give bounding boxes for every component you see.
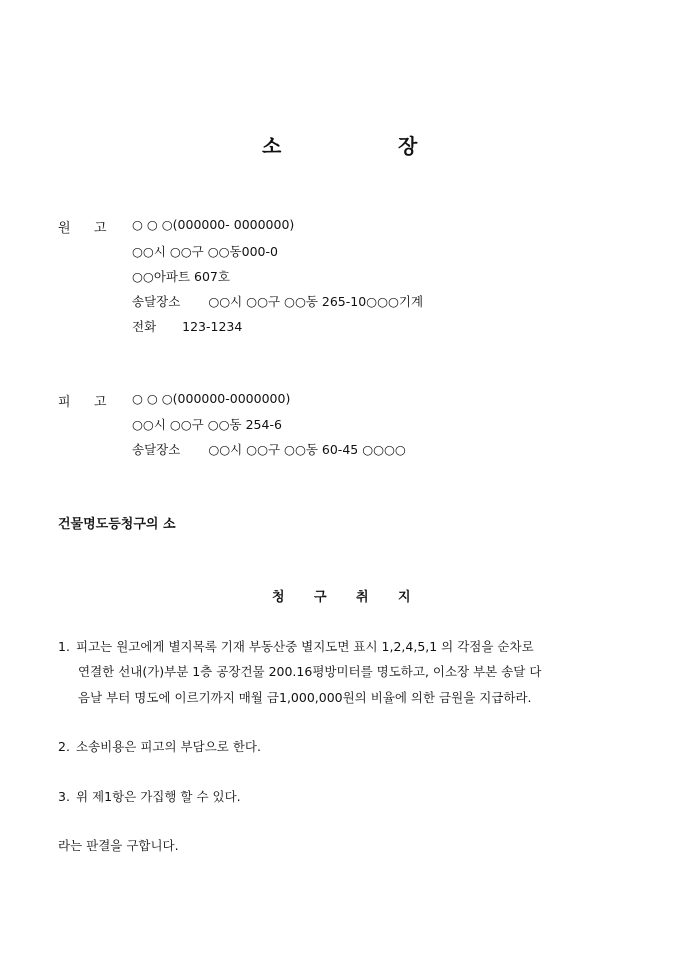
claim-number: 1. [58, 639, 70, 654]
plaintiff-phone-line [132, 317, 242, 335]
defendant-service-address-line [132, 440, 406, 458]
claim-heading-char-3: 취 [356, 590, 369, 605]
plaintiff-name: ○ ○ ○(000000- 0000000) [132, 217, 295, 232]
claim-number: 2. [58, 739, 70, 754]
defendant-name: ○ ○ ○(000000-0000000) [132, 391, 291, 406]
plaintiff-label-char-2: 고 [94, 221, 107, 236]
plaintiff-service-address-line [132, 292, 423, 310]
claim-heading-char-2: 구 [314, 590, 327, 605]
plaintiff-phone-label: 전화 [132, 319, 157, 334]
claim-number: 3. [58, 789, 70, 804]
defendant-label-char-2: 고 [94, 395, 107, 410]
claim-heading-char-4: 지 [398, 590, 411, 605]
defendant-service-address: ○○시 ○○구 ○○동 60-45 ○○○○ [208, 442, 406, 457]
document-title [0, 130, 680, 160]
title-char-1: 소 [262, 134, 282, 158]
plaintiff-service-address: ○○시 ○○구 ○○동 265-10○○○기계 [208, 294, 424, 309]
claim-item-1-line-3: 음날 부터 명도에 이르기까지 매월 금1,000,000원의 비율에 의한 금원을 지급하라. [78, 690, 532, 705]
case-name: 건물명도등청구의 소 [58, 517, 176, 532]
title-char-2: 장 [398, 134, 418, 158]
defendant-address-1: ○○시 ○○구 ○○동 254-6 [132, 417, 282, 432]
plaintiff-address-2: ○○아파트 607호 [132, 269, 230, 284]
claim-item-3 [58, 787, 638, 805]
plaintiff-service-label: 송달장소 [132, 294, 181, 309]
closing-statement: 라는 판결을 구합니다. [58, 838, 179, 853]
claim-text-line: 소송비용은 피고의 부담으로 한다. [76, 739, 261, 754]
defendant-label-char-1: 피 [58, 395, 71, 410]
defendant-service-label: 송달장소 [132, 442, 181, 457]
plaintiff-label-char-1: 원 [58, 221, 71, 236]
plaintiff-address-1: ○○시 ○○구 ○○동000-0 [132, 244, 278, 259]
claim-text-line: 피고는 원고에게 별지목록 기재 부동산중 별지도면 표시 1,2,4,5,1 의 각점을 순차로 [76, 639, 534, 654]
plaintiff-phone: 123-1234 [182, 319, 243, 334]
claim-heading-char-1: 청 [272, 590, 285, 605]
claim-item-1 [58, 637, 638, 655]
claim-item-2 [58, 737, 638, 755]
claim-text-line: 위 제1항은 가집행 할 수 있다. [76, 789, 241, 804]
claim-item-1-line-2: 연결한 선내(가)부분 1층 공장건물 200.16평방미터를 명도하고, 이소장 부본 송달 다 [78, 664, 542, 679]
